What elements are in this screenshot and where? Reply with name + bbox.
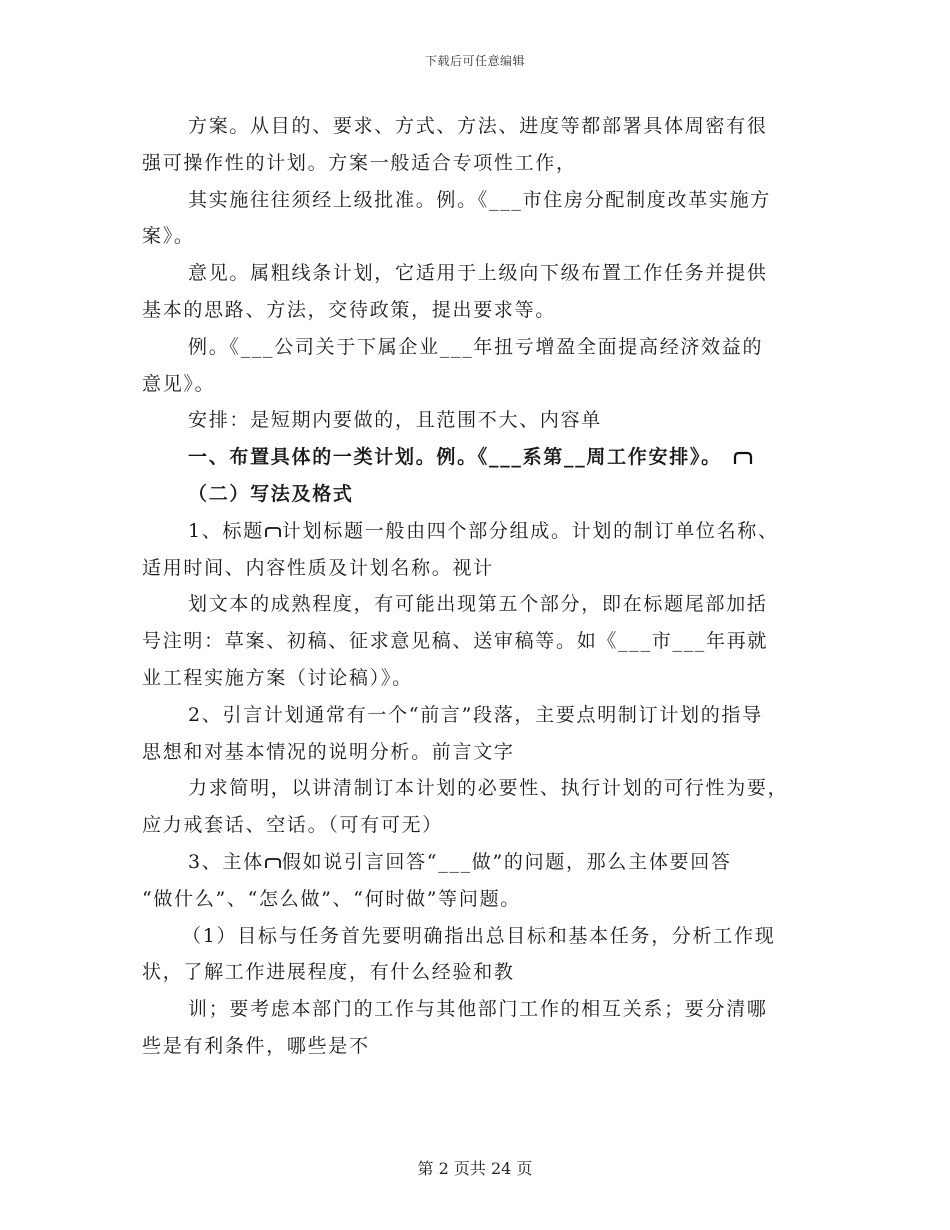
bracket-glyph-icon [733, 449, 753, 465]
text-line: 状，了解工作进展程度，有什么经验和教 [142, 961, 515, 984]
subheading-label: 3、主体 [188, 850, 264, 873]
text-line: 业工程实施方案（讨论稿）》。 [142, 666, 413, 689]
bracket-glyph-icon [264, 524, 282, 538]
text-line [142, 844, 807, 881]
text-line: 其实施往往须经上级批准。例。《___市住房分配制度改革实施方 [188, 188, 772, 211]
subheading-label: 1、标题 [188, 519, 264, 542]
text-line: 适用时间、内容性质及计划名称。视计 [142, 556, 494, 579]
page-header: 下载后可任意编辑 [424, 54, 525, 68]
text-line: （1）目标与任务首先要明确指出总目标和基本任务，分析工作现 [182, 924, 776, 947]
text-line: 号注明：草案、初稿、征求意见稿、送审稿等。如《___市___年再就 [142, 630, 769, 653]
text-line: 思想和对基本情况的说明分析。前言文字 [142, 740, 515, 763]
text-line: 强可操作性的计划。方案一般适合专项性工作， [142, 151, 577, 174]
text-line: 2、引言计划通常有一个“前言”段落，主要点明制订计划的指导 [188, 703, 763, 726]
text-line: 训；要考虑本部门的工作与其他部门工作的相互关系；要分清哪 [188, 998, 768, 1021]
heading-text: 一、布置具体的一类计划。例。《___系第__周工作安排》。 [188, 446, 722, 469]
text-line [142, 513, 807, 550]
text-line: 基本的思路、方法，交待政策，提出要求等。 [142, 298, 557, 321]
text-line: 例。《___公司关于下属企业___年扭亏增盈全面提高经济效益的 [188, 335, 764, 358]
heading-line [142, 439, 807, 476]
text-line: 意见。属粗线条计划，它适用于上级向下级布置工作任务并提供 [188, 262, 768, 285]
text-line: 安排：是短期内要做的，且范围不大、内容单 [188, 409, 603, 432]
text-line: 力求简明，以讲清制订本计划的必要性、执行计划的可行性为要， [188, 777, 789, 800]
text-line: “做什么”、“怎么做”、“何时做”等问题。 [142, 887, 521, 910]
page-footer: 第 2 页共 24 页 [417, 1159, 533, 1178]
section-heading: （二）写法及格式 [188, 482, 354, 505]
document-body [142, 108, 807, 1065]
text-line: 应力戒套话、空话。（可有可无） [142, 814, 444, 837]
text-line: 方案。从目的、要求、方式、方法、进度等都部署具体周密有很 [188, 115, 768, 137]
text-segment: 假如说引言回答“___做”的问题，那么主体要回答 [281, 850, 732, 873]
text-line: 案》。 [142, 225, 195, 248]
text-line: 意见》。 [142, 372, 216, 395]
text-line: 些是有利条件，哪些是不 [142, 1034, 370, 1057]
bracket-glyph-icon [264, 855, 282, 869]
text-segment: 计划标题一般由四个部分组成。计划的制订单位名称、 [281, 519, 779, 542]
text-line: 划文本的成熟程度，有可能出现第五个部分，即在标题尾部加括 [188, 593, 768, 616]
